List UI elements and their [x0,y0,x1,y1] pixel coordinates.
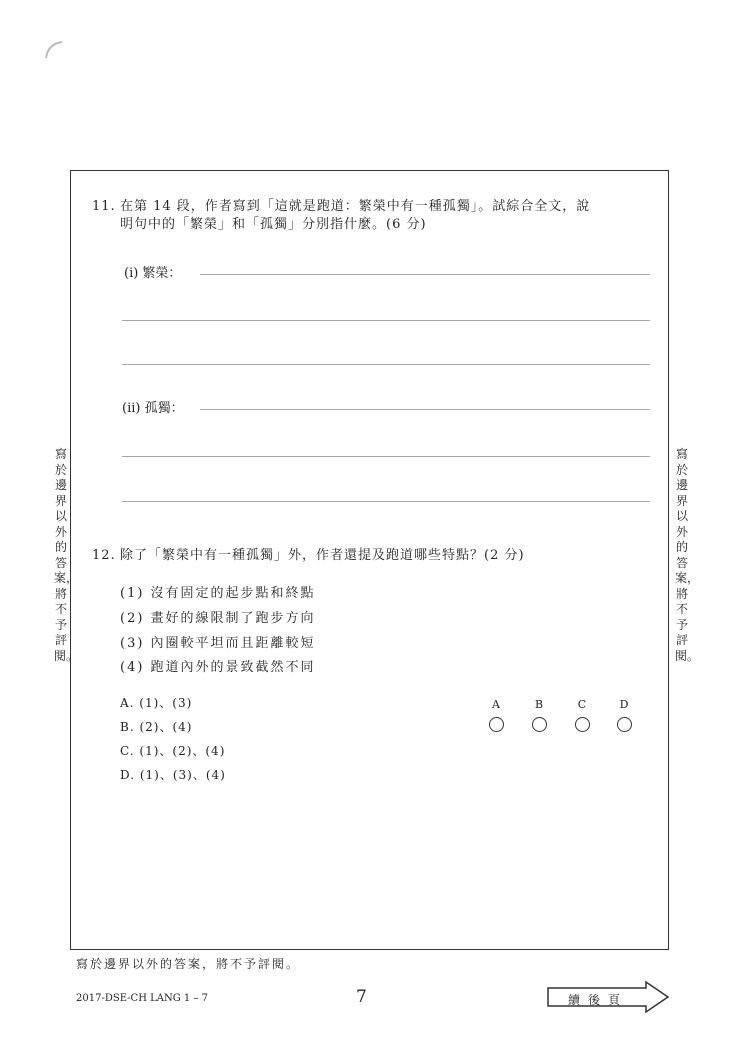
q11-text-line1: 在第 14 段，作者寫到「這就是跑道：繁榮中有一種孤獨」。試綜合全文，說 [120,199,591,214]
q12-choice-a: A. (1)、(3) [120,696,193,710]
footer-note: 寫於邊界以外的答案，將不予評閱。 [76,957,301,971]
q12-choice-b: B. (2)、(4) [120,720,193,734]
answer-line[interactable] [122,364,650,365]
answer-line[interactable] [200,274,650,275]
answer-line[interactable] [200,409,650,410]
side-note-right: 寫於邊界以外的答案，將不予評閱。 [675,447,700,663]
side-note-left: 寫於邊界以外的答案，將不予評閱。 [54,447,79,663]
q11-part-ii-label: (ii) 孤獨： [122,401,184,416]
corner-mark-icon [42,38,66,62]
answer-bubble-b[interactable] [532,717,547,732]
q12-choice-d: D. (1)、(3)、(4) [120,768,226,782]
continue-label: 續後頁 [567,993,628,1007]
q12-statement-4: (4) 跑道內外的景致截然不同 [120,660,316,675]
q12-statement-1: (1) 沒有固定的起步點和終點 [120,586,316,601]
answer-line[interactable] [122,320,650,321]
q11-part-i-label: (i) 繁榮： [124,266,182,281]
answer-line[interactable] [122,456,650,457]
q11-number: 11. [92,199,116,214]
bubble-letter-c: C [577,698,587,711]
q11-text-line2: 明句中的「繁榮」和「孤獨」分別指什麼。(6 分) [120,217,427,232]
q12-statement-3: (3) 內圈較平坦而且距離較短 [120,636,316,651]
bubble-letter-a: A [492,698,500,711]
bubble-letter-b: B [534,698,544,711]
q12-statement-2: (2) 畫好的線限制了跑步方向 [120,611,316,626]
answer-bubble-a[interactable] [489,717,504,732]
answer-bubble-d[interactable] [617,717,632,732]
answer-bubble-c[interactable] [575,717,590,732]
q12-choice-c: C. (1)、(2)、(4) [120,744,226,758]
answer-line[interactable] [122,501,650,502]
bubble-letter-d: D [619,698,629,711]
q12-number: 12. [92,548,116,563]
paper-code: 2017-DSE-CH LANG 1 – 7 [76,993,208,1004]
q12-text: 除了「繁榮中有一種孤獨」外，作者還提及跑道哪些特點？(2 分) [120,548,525,563]
page-number: 7 [356,987,367,1007]
